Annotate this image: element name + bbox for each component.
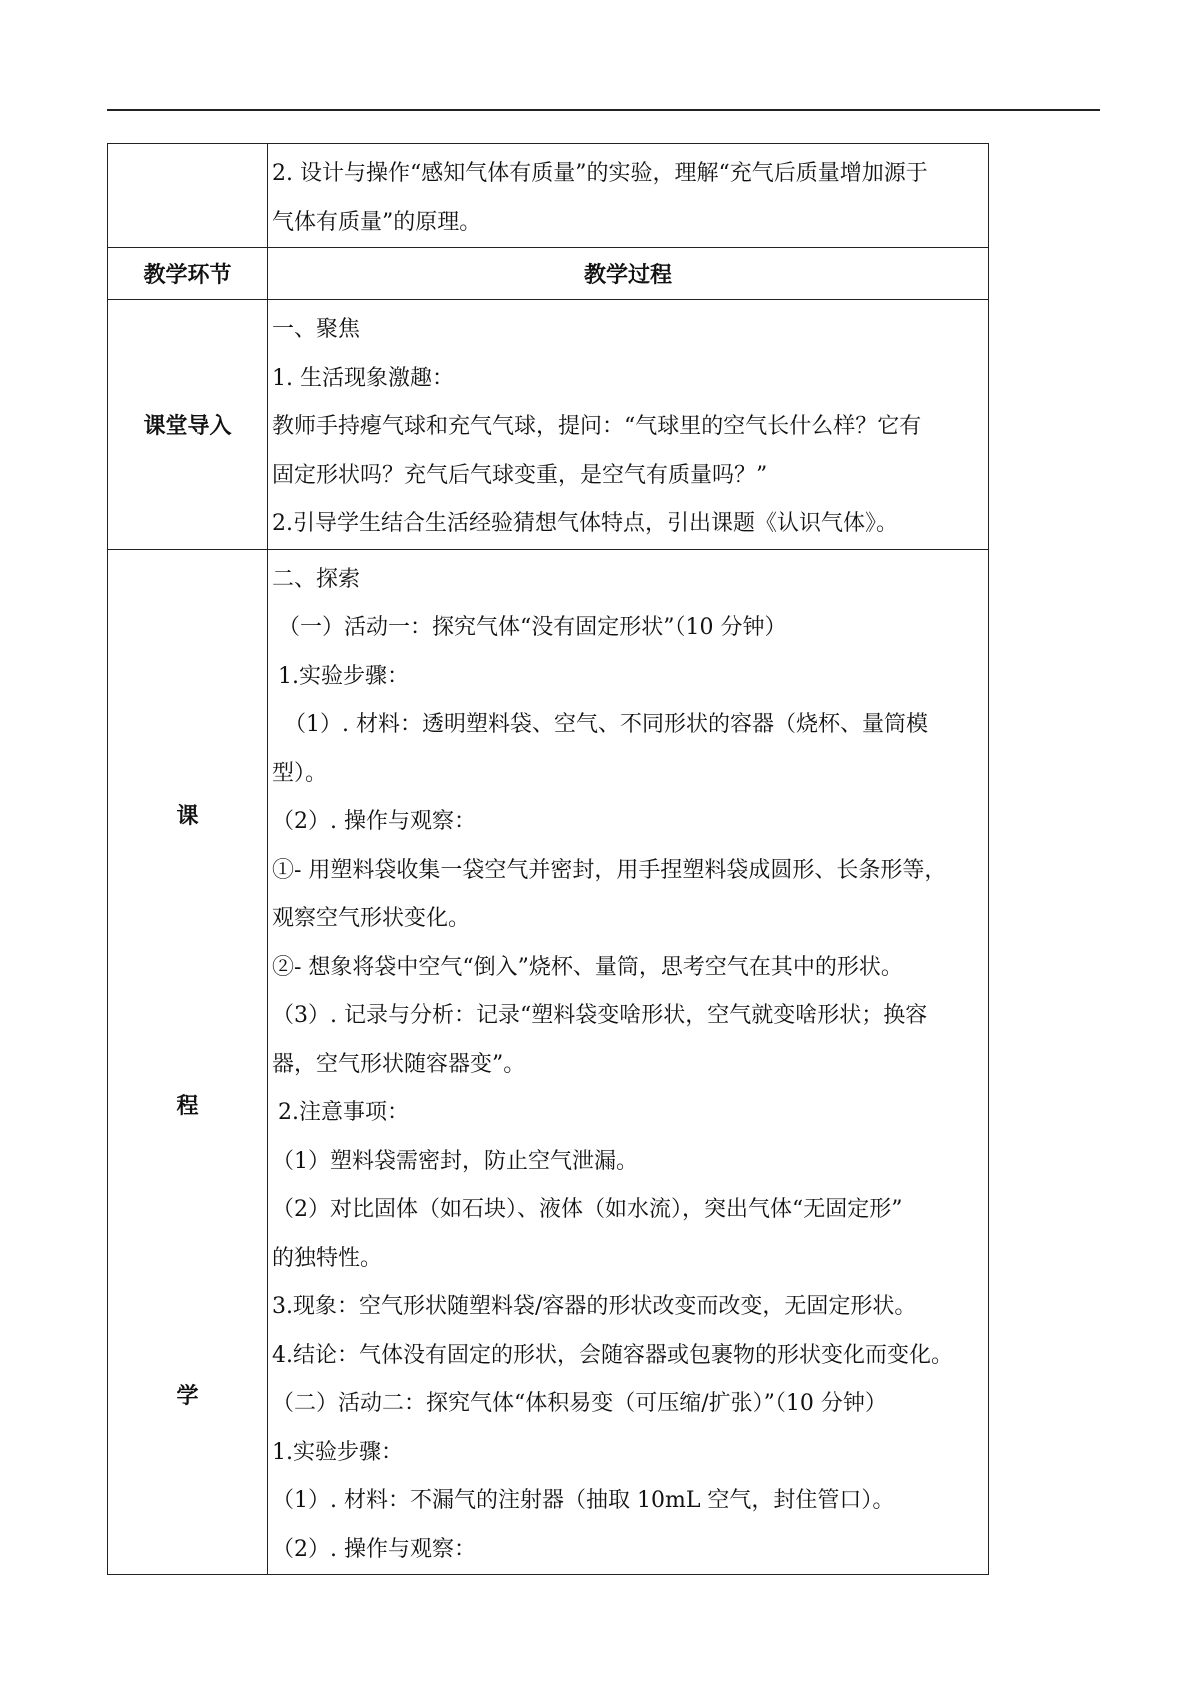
process-line: 观察空气形状变化。	[272, 906, 471, 931]
process-line: 1.实验步骤：	[278, 663, 409, 689]
process-line: 型）。	[272, 760, 328, 786]
intro-line: 教师手持瘪气球和充气气球，提问：“气球里的空气长什么样？它有	[272, 414, 922, 439]
process-line: 4.结论：气体没有固定的形状，会随容器或包裹物的形状变化而变化。	[272, 1342, 953, 1368]
process-label-cell	[108, 549, 268, 1575]
objectives-row	[108, 144, 989, 248]
intro-label: 课堂导入	[108, 300, 268, 550]
process-text-cell	[268, 549, 989, 1575]
process-line: （2）. 操作与观察：	[272, 809, 476, 834]
process-line: 2.注意事项：	[278, 1100, 409, 1125]
process-line: 1.实验步骤：	[272, 1439, 403, 1465]
header-teaching-stage: 教学环节	[108, 248, 268, 300]
lesson-plan-table	[107, 143, 989, 1575]
intro-line: 固定形状吗？充气后气球变重，是空气有质量吗？”	[272, 462, 768, 488]
process-line: 的独特性。	[272, 1245, 383, 1271]
header-teaching-process: 教学过程	[268, 248, 989, 300]
process-label-char: 程	[176, 1093, 199, 1119]
process-line: （2）对比固体（如石块）、液体（如水流），突出气体“无固定形”	[272, 1197, 903, 1222]
objectives-text-cell	[268, 144, 989, 248]
process-line: （1）. 材料：透明塑料袋、空气、不同形状的容器（烧杯、量筒模	[284, 712, 928, 737]
process-line: 二、探索	[272, 566, 361, 592]
intro-line: 1. 生活现象激趣：	[272, 365, 454, 391]
intro-line: 一、聚焦	[272, 317, 361, 342]
header-rule	[107, 109, 1100, 111]
objectives-label-cell	[108, 144, 268, 248]
objectives-line: 2. 设计与操作“感知气体有质量”的实验，理解“充气后质量增加源于	[272, 161, 928, 186]
process-line: ①- 用塑料袋收集一袋空气并密封，用手捏塑料袋成圆形、长条形等，	[272, 857, 947, 883]
process-line: （二）活动二：探究气体“体积易变（可压缩/扩张）”（10 分钟）	[272, 1391, 887, 1416]
process-label-char: 课	[176, 803, 199, 829]
process-line: ②- 想象将袋中空气“倒入”烧杯、量筒，思考空气在其中的形状。	[272, 954, 903, 980]
table-header-row	[108, 248, 989, 300]
process-line: （3）. 记录与分析：记录“塑料袋变啥形状，空气就变啥形状；换容	[272, 1003, 928, 1028]
objectives-line: 气体有质量”的原理。	[272, 209, 482, 235]
process-line: （1）塑料袋需密封，防止空气泄漏。	[272, 1148, 638, 1174]
process-line: 器，空气形状随容器变”。	[272, 1051, 526, 1077]
intro-row	[108, 300, 989, 550]
intro-text-cell	[268, 300, 989, 550]
process-line: （一）活动一：探究气体“没有固定形状”（10 分钟）	[278, 615, 787, 640]
process-label-char: 学	[176, 1383, 199, 1409]
process-row	[108, 549, 989, 1575]
process-line: 3.现象：空气形状随塑料袋/容器的形状改变而改变，无固定形状。	[272, 1294, 917, 1319]
process-line: （1）. 材料：不漏气的注射器（抽取 10mL 空气，封住管口）。	[272, 1488, 895, 1513]
intro-line: 2.引导学生结合生活经验猜想气体特点，引出课题《认识气体》。	[272, 511, 898, 536]
process-line: （2）. 操作与观察：	[272, 1536, 476, 1562]
